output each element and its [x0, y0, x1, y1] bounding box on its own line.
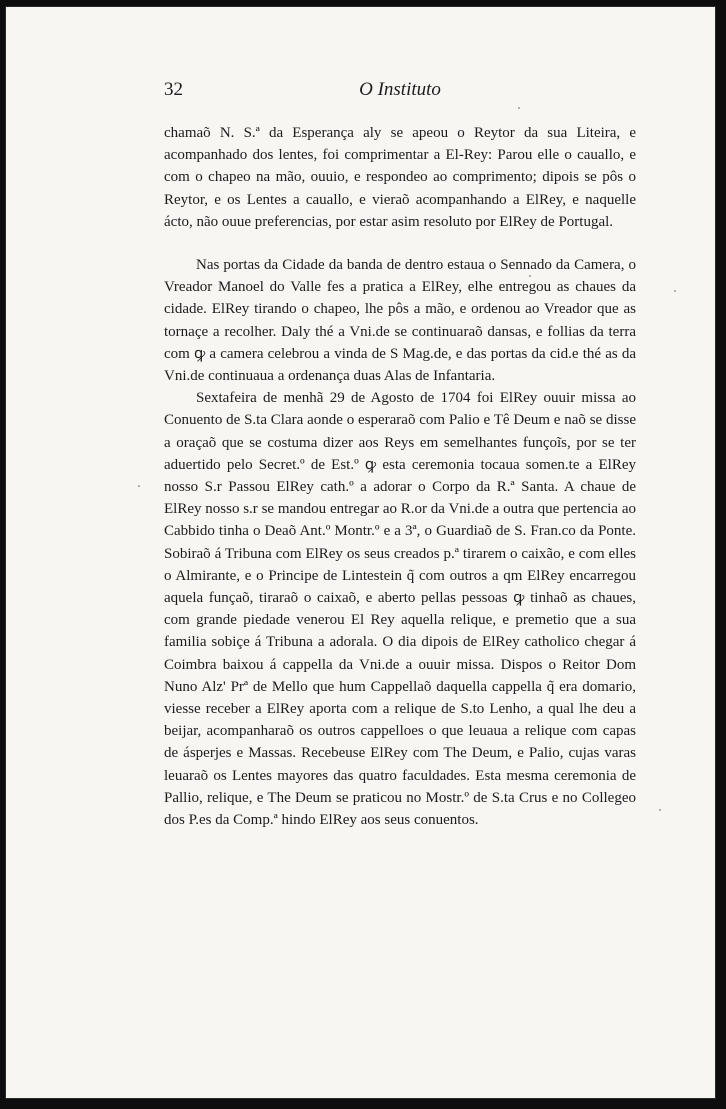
paragraph-1: chamaõ N. S.ª da Esperança aly se apeou o Reytor da sua Liteira, e acompanhado dos lentes, foi comprimentar a El-Rey: Parou elle o cauallo, e com o chapeo na mão, ouuio, e respondeo ao comprimento; dipois se pôs o Reytor, e os Lentes a cauallo, e vieraõ acompanhando a ElRey, e naquelle ácto, não ouue preferencias, por estar asim resoluto por ElRey de Portugal.: [164, 125, 636, 230]
page-number: 32: [164, 79, 183, 100]
paper-speck: [529, 275, 531, 277]
paper-speck: [674, 290, 676, 292]
running-title: O Instituto: [359, 79, 441, 100]
paper-speck: [659, 809, 661, 811]
book-page: [5, 6, 716, 1099]
page-header: [164, 79, 636, 105]
paragraph-2: Nas portas da Cidade da banda de dentro estaua o Sennado da Camera, o Vreador Manoel do Valle fes a pratica a ElRey, elhe entregou as chaues da cidade. ElRey tirando o chapeo, lhe pôs a mão, e ordenou ao Vreador que as tornaçe a recolher. Daly thé a Vni.de se continuaraõ dansas, e follias da terra com ꝙ a camera celebrou a vinda de S Mag.de, e das portas da cid.e thé as da Vni.de continuaua a ordenança duas Alas de Infantaria.: [164, 257, 636, 385]
paper-speck: [518, 107, 520, 109]
body-text: [164, 122, 636, 831]
paragraph-3: Sextafeira de menhã 29 de Agosto de 1704 foi ElRey ouuir missa ao Conuento de S.ta Clara aonde o esperaraõ com Palio e Tê Deum e naõ se disse a oraçaõ que se costuma dizer aos Reys em semelhantes funçoĩs, por se ter aduertido pelo Secret.º de Est.º ꝙ esta ceremonia tocaua somen.te a ElRey nosso S.r Passou ElRey cath.º a adorar o Corpo da R.ª Santa. A chaue de ElRey nosso s.r se mandou entregar ao R.or da Vni.de a outra que pertencia ao Cabbido tinha o Deaõ Ant.º Montr.º e a 3ª, o Guardiaõ de S. Fran.co da Ponte. Sobiraõ á Tribuna com ElRey os seus creados p.ª tirarem o caixão, e com elles o Almirante, e o Principe de Lintestein q̃ com outros a qm ElRey encarregou aquela funçaõ, tiraraõ o caixaõ, e aberto pellas pessoas ꝙ tinhaõ as chaues, com grande piedade venerou El Rey aquella relique, e premetio que a sua familia sobiçe á Tribuna a adorala. O dia dipois de ElRey catholico chegar á Coimbra baixou á cappella da Vni.de a ouuir missa. Dispos o Reitor Dom Nuno Alz' Prª de Mello que hum Cappellaõ daquella cappella q̃ era domario, viesse receber a ElRey aporta com a relique de S.to Lenho, a qual lhe deu a beijar, acompanharaõ os outros cappelloes o que leuaua a relique com capas de ásperjes e Massas. Recebeuse ElRey com The Deum, e Palio, cujas varas leuaraõ os Lentes mayores das quatro faculdades. Esta mesma ceremonia de Pallio, relique, e The Deum se praticou no Mostr.º de S.ta Crus e no Collegeo dos P.es da Comp.ª hindo ElRey aos seus conuentos.: [164, 390, 636, 829]
paper-speck: [138, 485, 140, 487]
